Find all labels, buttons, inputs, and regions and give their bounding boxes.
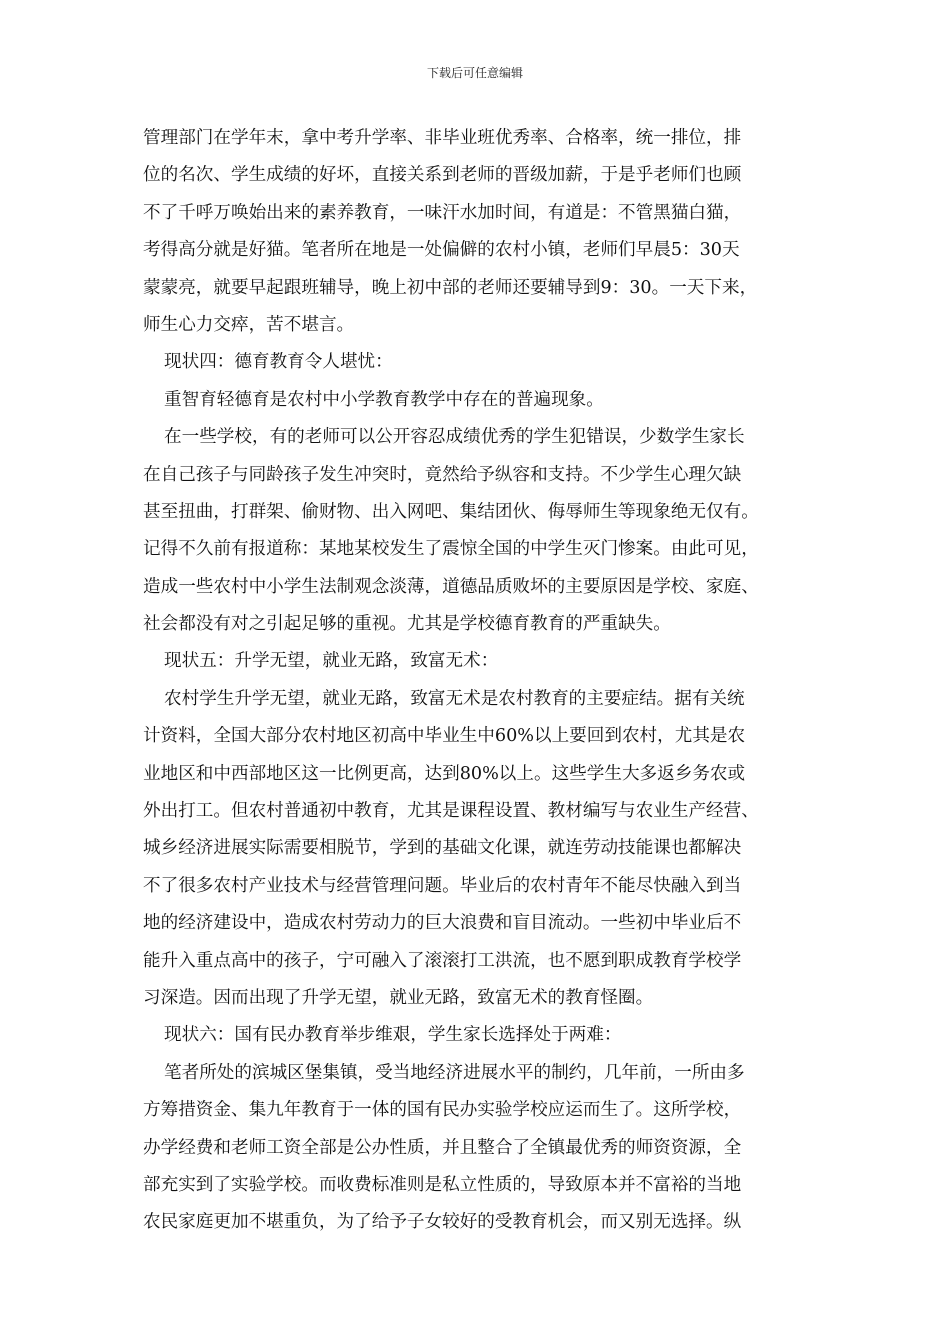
section-heading-5: 现状五：升学无望，就业无路，致富无术：	[164, 651, 499, 672]
text-line: 城乡经济进展实际需要相脱节，学到的基础文化课，就连劳动技能课也都解决	[143, 838, 742, 859]
text-line: 记得不久前有报道称：某地某校发生了震惊全国的中学生灭门惨案。由此可见，	[143, 539, 759, 560]
document-body	[143, 120, 815, 1242]
text-line: 师生心力交瘁，苦不堪言。	[143, 314, 355, 335]
text-line: 考得高分就是好猫。笔者所在地是一处偏僻的农村小镇，老师们早晨5：30天	[143, 240, 740, 261]
text-line: 蒙蒙亮，就要早起跟班辅导，晚上初中部的老师还要辅导到9：30。一天下来，	[143, 277, 758, 298]
text-line: 不了千呼万唤始出来的素养教育，一味汗水加时间，有道是：不管黑猫白猫，	[143, 202, 742, 223]
text-line: 管理部门在学年末，拿中考升学率、非毕业班优秀率、合格率，统一排位，排	[143, 128, 742, 148]
page-header: 下载后可任意编辑	[426, 66, 523, 80]
text-line: 地的经济建设中，造成农村劳动力的巨大浪费和盲目流动。一些初中毕业后不	[143, 913, 742, 934]
text-line: 农民家庭更加不堪重负，为了给予子女较好的受教育机会，而又别无选择。纵	[143, 1212, 742, 1233]
text-line: 甚至扭曲，打群架、偷财物、出入网吧、集结团伙、侮辱师生等现象绝无仅有。	[143, 501, 759, 522]
section-heading-6: 现状六：国有民办教育举步维艰，学生家长选择处于两难：	[164, 1025, 622, 1046]
text-line: 方筹措资金、集九年教育于一体的国有民办实验学校应运而生了。这所学校，	[143, 1100, 742, 1121]
text-line: 外出打工。但农村普通初中教育，尤其是课程设置、教材编写与农业生产经营、	[143, 801, 759, 822]
text-line: 能升入重点高中的孩子，宁可融入了滚滚打工洪流，也不愿到职成教育学校学	[143, 950, 742, 971]
text-line: 不了很多农村产业技术与经营管理问题。毕业后的农村青年不能尽快融入到当	[143, 875, 742, 896]
text-line: 业地区和中西部地区这一比例更高，达到80%以上。这些学生大多返乡务农或	[143, 763, 746, 784]
section-heading-4: 现状四：德育教育令人堪忧：	[164, 352, 393, 373]
paragraph-first-line: 在一些学校，有的老师可以公开容忍成绩优秀的学生犯错误，少数学生家长	[164, 427, 745, 448]
paragraph-first-line: 重智育轻德育是农村中小学教育教学中存在的普遍现象。	[164, 389, 604, 410]
text-line: 社会都没有对之引起足够的重视。尤其是学校德育教育的严重缺失。	[143, 614, 671, 635]
paragraph-first-line: 笔者所处的滨城区堡集镇，受当地经济进展水平的制约，几年前，一所由多	[164, 1062, 745, 1083]
text-line: 在自己孩子与同龄孩子发生冲突时，竟然给予纵容和支持。不少学生心理欠缺	[143, 464, 742, 485]
text-line: 计资料，全国大部分农村地区初高中毕业生中60%以上要回到农村，尤其是农	[143, 726, 746, 747]
text-line: 位的名次、学生成绩的好坏，直接关系到老师的晋级加薪，于是乎老师们也顾	[143, 165, 742, 186]
paragraph-first-line: 农村学生升学无望，就业无路，致富无术是农村教育的主要症结。据有关统	[164, 688, 745, 709]
text-line: 部充实到了实验学校。而收费标准则是私立性质的，导致原本并不富裕的当地	[143, 1174, 742, 1195]
text-line: 造成一些农村中小学生法制观念淡薄，道德品质败坏的主要原因是学校、家庭、	[143, 576, 759, 597]
text-line: 办学经费和老师工资全部是公办性质，并且整合了全镇最优秀的师资资源，全	[143, 1137, 742, 1158]
text-line: 习深造。因而出现了升学无望，就业无路，致富无术的教育怪圈。	[143, 987, 654, 1008]
